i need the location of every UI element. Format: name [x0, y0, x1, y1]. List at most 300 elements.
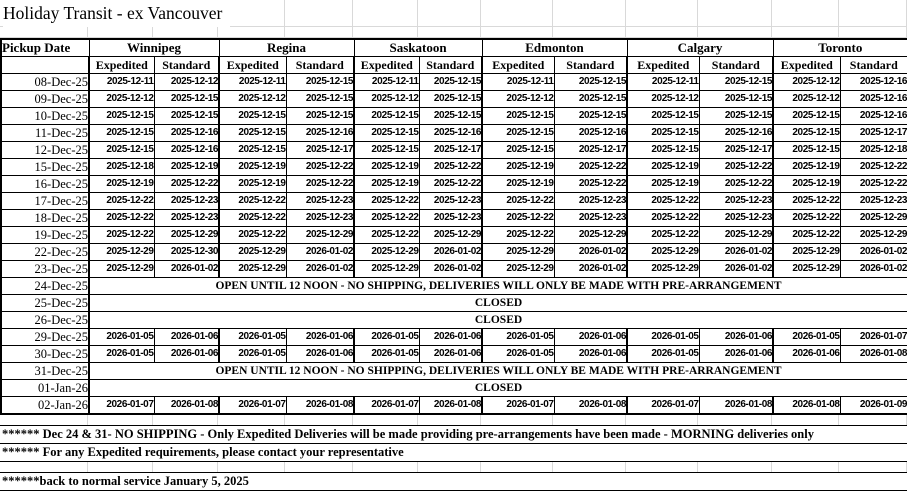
- delivery-date-cell[interactable]: 2025-12-12: [773, 91, 840, 108]
- delivery-date-cell[interactable]: 2026-01-07: [840, 329, 907, 346]
- delivery-date-cell[interactable]: 2025-12-19: [627, 159, 699, 176]
- gridline-cell: [0, 462, 88, 472]
- delivery-date-cell[interactable]: 2025-12-16: [286, 125, 354, 142]
- note-back-to-normal-wrap: [0, 472, 907, 491]
- standard-header[interactable]: Standard: [419, 57, 482, 74]
- gridline-cell: [481, 0, 553, 26]
- delivery-date-cell[interactable]: 2025-12-23: [419, 193, 482, 210]
- table-row: [1, 210, 907, 227]
- delivery-date-cell[interactable]: 2025-12-15: [699, 74, 773, 91]
- gridline-cell: [698, 27, 772, 37]
- delivery-date-cell[interactable]: 2026-01-07: [482, 397, 554, 415]
- standard-header[interactable]: Standard: [554, 57, 627, 74]
- delivery-date-cell[interactable]: 2025-12-23: [419, 210, 482, 227]
- delivery-date-cell[interactable]: 2025-12-23: [286, 210, 354, 227]
- gridline-cell: [626, 0, 698, 26]
- delivery-date-cell[interactable]: 2025-12-29: [154, 227, 219, 244]
- expedited-header[interactable]: Expedited: [219, 57, 286, 74]
- delivery-date-cell[interactable]: 2025-12-15: [354, 108, 419, 125]
- delivery-date-cell[interactable]: 2025-12-15: [354, 142, 419, 159]
- city-header-toronto[interactable]: Toronto: [773, 39, 907, 57]
- pickup-date-cell[interactable]: 29-Dec-25: [1, 329, 89, 346]
- delivery-date-cell[interactable]: 2025-12-29: [627, 244, 699, 261]
- delivery-date-cell[interactable]: 2025-12-16: [840, 74, 907, 91]
- delivery-date-cell[interactable]: 2025-12-15: [419, 91, 482, 108]
- gridline-cell: [353, 462, 418, 472]
- delivery-date-cell[interactable]: 2025-12-12: [154, 74, 219, 91]
- gridline-cell: [553, 415, 626, 425]
- delivery-date-cell[interactable]: 2025-12-15: [554, 74, 627, 91]
- delivery-date-cell[interactable]: 2026-01-06: [286, 329, 354, 346]
- delivery-date-cell[interactable]: 2026-01-05: [354, 346, 419, 363]
- delivery-date-cell[interactable]: 2026-01-06: [554, 329, 627, 346]
- delivery-date-cell[interactable]: 2025-12-22: [419, 176, 482, 193]
- delivery-date-cell[interactable]: 2025-12-15: [286, 91, 354, 108]
- delivery-date-cell[interactable]: 2025-12-11: [354, 74, 419, 91]
- delivery-date-cell[interactable]: 2025-12-22: [286, 176, 354, 193]
- delivery-date-cell[interactable]: 2025-12-19: [219, 176, 286, 193]
- table-row: [1, 125, 907, 142]
- gridline-cell: [839, 0, 907, 26]
- pickup-date-cell[interactable]: 22-Dec-25: [1, 244, 89, 261]
- gridline-cell: [353, 415, 418, 425]
- delivery-date-cell[interactable]: 2025-12-15: [89, 108, 154, 125]
- delivery-date-cell[interactable]: 2025-12-19: [354, 159, 419, 176]
- standard-header[interactable]: Standard: [154, 57, 219, 74]
- delivery-date-cell[interactable]: 2025-12-19: [627, 176, 699, 193]
- delivery-date-cell[interactable]: 2025-12-23: [154, 210, 219, 227]
- gridline-cell: [772, 415, 839, 425]
- delivery-date-cell[interactable]: 2025-12-22: [773, 210, 840, 227]
- delivery-date-cell[interactable]: 2025-12-12: [773, 74, 840, 91]
- delivery-date-cell[interactable]: 2025-12-23: [840, 193, 907, 210]
- delivery-date-cell[interactable]: 2025-12-15: [89, 142, 154, 159]
- delivery-date-cell[interactable]: 2025-12-22: [354, 227, 419, 244]
- delivery-date-cell[interactable]: 2025-12-17: [286, 142, 354, 159]
- gridline-cell: [626, 415, 698, 425]
- delivery-date-cell[interactable]: 2025-12-19: [154, 159, 219, 176]
- delivery-date-cell[interactable]: 2025-12-22: [219, 210, 286, 227]
- gridline-cell: [153, 27, 218, 37]
- delivery-date-cell[interactable]: 2025-12-16: [840, 108, 907, 125]
- delivery-date-cell[interactable]: 2025-12-15: [89, 125, 154, 142]
- expedited-header[interactable]: Expedited: [482, 57, 554, 74]
- gridline-cell: [481, 462, 553, 472]
- gridline-cell: [481, 27, 553, 37]
- delivery-date-cell[interactable]: 2025-12-12: [482, 91, 554, 108]
- table-row: [1, 193, 907, 210]
- pickup-date-cell[interactable]: 10-Dec-25: [1, 108, 89, 125]
- delivery-date-cell[interactable]: 2025-12-12: [627, 91, 699, 108]
- delivery-date-cell[interactable]: 2026-01-06: [286, 346, 354, 363]
- pickup-date-cell[interactable]: 18-Dec-25: [1, 210, 89, 227]
- delivery-date-cell[interactable]: 2025-12-15: [627, 108, 699, 125]
- delivery-date-cell[interactable]: 2025-12-22: [773, 193, 840, 210]
- table-row: [1, 329, 907, 346]
- gridline-cell: [285, 415, 353, 425]
- delivery-date-cell[interactable]: 2025-12-29: [554, 227, 627, 244]
- delivery-date-cell[interactable]: 2025-12-19: [219, 159, 286, 176]
- gridline-row: [0, 415, 907, 425]
- table-row: [1, 363, 907, 380]
- gridline-cell: [153, 462, 218, 472]
- delivery-date-cell[interactable]: 2025-12-15: [482, 108, 554, 125]
- delivery-date-cell[interactable]: 2025-12-11: [482, 74, 554, 91]
- delivery-date-cell[interactable]: 2026-01-08: [286, 397, 354, 415]
- delivery-date-cell[interactable]: 2025-12-15: [627, 142, 699, 159]
- gridline-row: [0, 27, 907, 38]
- delivery-date-cell[interactable]: 2025-12-29: [840, 227, 907, 244]
- standard-header[interactable]: Standard: [286, 57, 354, 74]
- gridline-cell: [0, 27, 88, 37]
- gridline-cell: [481, 415, 553, 425]
- delivery-date-cell[interactable]: 2026-01-08: [773, 397, 840, 415]
- gridline-cell: [285, 0, 353, 26]
- delivery-date-cell[interactable]: 2025-12-11: [627, 74, 699, 91]
- gridline-cell: [772, 462, 839, 472]
- pickup-date-cell[interactable]: 24-Dec-25: [1, 278, 89, 295]
- delivery-date-cell[interactable]: 2025-12-16: [554, 125, 627, 142]
- delivery-date-cell[interactable]: 2025-12-17: [699, 142, 773, 159]
- blank-header-cell[interactable]: [1, 57, 89, 74]
- note-no-shipping: ****** Dec 24 & 31- NO SHIPPING - Only Expedited Deliveries will be made providing pre-arrangements have been made - MORNING deliveries only: [0, 426, 907, 444]
- delivery-date-cell[interactable]: 2025-12-19: [89, 176, 154, 193]
- delivery-date-cell[interactable]: 2026-01-06: [154, 346, 219, 363]
- pickup-date-cell[interactable]: 15-Dec-25: [1, 159, 89, 176]
- table-row: [1, 295, 907, 312]
- delivery-date-cell[interactable]: 2026-01-02: [154, 261, 219, 278]
- delivery-date-cell[interactable]: 2025-12-22: [840, 159, 907, 176]
- delivery-date-cell[interactable]: 2025-12-11: [89, 74, 154, 91]
- delivery-date-cell[interactable]: 2026-01-02: [419, 244, 482, 261]
- delivery-date-cell[interactable]: 2026-01-05: [773, 329, 840, 346]
- table-row: [1, 278, 907, 295]
- delivery-date-cell[interactable]: 2025-12-23: [554, 210, 627, 227]
- delivery-date-cell[interactable]: 2025-12-15: [554, 91, 627, 108]
- gridline-cell: [418, 415, 481, 425]
- delivery-date-cell[interactable]: 2025-12-15: [482, 125, 554, 142]
- delivery-date-cell[interactable]: 2025-12-22: [89, 227, 154, 244]
- expedited-header[interactable]: Expedited: [627, 57, 699, 74]
- table-row: [1, 261, 907, 278]
- delivery-date-cell[interactable]: 2026-01-07: [354, 397, 419, 415]
- delivery-date-cell[interactable]: 2025-12-15: [419, 108, 482, 125]
- delivery-date-cell[interactable]: 2025-12-22: [699, 176, 773, 193]
- delivery-date-cell[interactable]: 2025-12-15: [419, 74, 482, 91]
- delivery-date-cell[interactable]: 2025-12-29: [482, 261, 554, 278]
- expedited-header[interactable]: Expedited: [354, 57, 419, 74]
- delivery-date-cell[interactable]: 2025-12-29: [219, 261, 286, 278]
- title-row: [0, 0, 907, 27]
- delivery-date-cell[interactable]: 2026-01-08: [154, 397, 219, 415]
- delivery-date-cell[interactable]: 2025-12-29: [419, 227, 482, 244]
- delivery-date-cell[interactable]: 2025-12-19: [773, 176, 840, 193]
- gridline-cell: [839, 27, 907, 37]
- delivery-date-cell[interactable]: 2026-01-06: [699, 346, 773, 363]
- expedited-header[interactable]: Expedited: [773, 57, 840, 74]
- gridline-cell: [218, 27, 285, 37]
- table-row: [1, 142, 907, 159]
- gridline-cell: [626, 27, 698, 37]
- delivery-date-cell[interactable]: 2025-12-29: [699, 227, 773, 244]
- expedited-header[interactable]: Expedited: [89, 57, 154, 74]
- pickup-date-cell[interactable]: 17-Dec-25: [1, 193, 89, 210]
- pickup-date-cell[interactable]: 01-Jan-26: [1, 380, 89, 397]
- delivery-date-cell[interactable]: 2025-12-15: [354, 125, 419, 142]
- standard-header[interactable]: Standard: [840, 57, 907, 74]
- gridline-cell: [418, 0, 481, 26]
- delivery-date-cell[interactable]: 2025-12-22: [773, 227, 840, 244]
- gridline-cell: [626, 462, 698, 472]
- delivery-date-cell[interactable]: 2025-12-15: [773, 142, 840, 159]
- delivery-date-cell[interactable]: 2025-12-23: [699, 210, 773, 227]
- delivery-date-cell[interactable]: 2025-12-15: [219, 108, 286, 125]
- delivery-date-cell[interactable]: 2026-01-05: [482, 329, 554, 346]
- delivery-date-cell[interactable]: 2025-12-29: [219, 244, 286, 261]
- delivery-date-cell[interactable]: 2025-12-29: [840, 210, 907, 227]
- table-row: [1, 74, 907, 91]
- delivery-date-cell[interactable]: 2026-01-02: [286, 261, 354, 278]
- gridline-cell: [698, 0, 772, 26]
- delivery-date-cell[interactable]: 2025-12-15: [627, 125, 699, 142]
- city-header-saskatoon[interactable]: Saskatoon: [354, 39, 482, 57]
- transit-table-body: [1, 74, 907, 415]
- delivery-date-cell[interactable]: 2025-12-12: [219, 91, 286, 108]
- pickup-date-cell[interactable]: 16-Dec-25: [1, 176, 89, 193]
- delivery-date-cell[interactable]: 2025-12-22: [419, 159, 482, 176]
- delivery-date-cell[interactable]: 2026-01-05: [627, 329, 699, 346]
- delivery-date-cell[interactable]: 2026-01-09: [840, 397, 907, 415]
- city-header-calgary[interactable]: Calgary: [627, 39, 773, 57]
- delivery-date-cell[interactable]: 2025-12-15: [699, 91, 773, 108]
- gridline-cell: [285, 462, 353, 472]
- delivery-date-cell[interactable]: 2025-12-22: [840, 176, 907, 193]
- delivery-date-cell[interactable]: 2025-12-15: [286, 74, 354, 91]
- delivery-date-cell[interactable]: 2026-01-06: [419, 329, 482, 346]
- delivery-date-cell[interactable]: 2026-01-06: [554, 346, 627, 363]
- delivery-date-cell[interactable]: 2025-12-15: [154, 91, 219, 108]
- closed-notice-cell[interactable]: CLOSED: [89, 312, 907, 329]
- limited-hours-notice-cell[interactable]: OPEN UNTIL 12 NOON - NO SHIPPING, DELIVERIES WILL ONLY BE MADE WITH PRE-ARRANGEMENT: [89, 278, 907, 295]
- gridline-cell: [88, 27, 153, 37]
- delivery-date-cell[interactable]: 2025-12-22: [354, 210, 419, 227]
- delivery-date-cell[interactable]: 2026-01-07: [89, 397, 154, 415]
- delivery-date-cell[interactable]: 2025-12-29: [286, 227, 354, 244]
- delivery-date-cell[interactable]: 2025-12-29: [89, 261, 154, 278]
- delivery-date-cell[interactable]: 2026-01-02: [840, 244, 907, 261]
- delivery-date-cell[interactable]: 2025-12-15: [154, 108, 219, 125]
- gridline-cell: [353, 27, 418, 37]
- table-row: [1, 108, 907, 125]
- delivery-date-cell[interactable]: 2026-01-02: [419, 261, 482, 278]
- table-row: [1, 397, 907, 415]
- pickup-date-cell[interactable]: 09-Dec-25: [1, 91, 89, 108]
- delivery-date-cell[interactable]: 2026-01-07: [627, 397, 699, 415]
- delivery-date-cell[interactable]: 2025-12-16: [419, 125, 482, 142]
- table-row: [1, 176, 907, 193]
- transit-table: [0, 38, 907, 415]
- delivery-date-cell[interactable]: 2025-12-30: [154, 244, 219, 261]
- delivery-date-cell[interactable]: 2025-12-22: [482, 193, 554, 210]
- gridline-cell: [698, 462, 772, 472]
- delivery-date-cell[interactable]: 2025-12-15: [773, 125, 840, 142]
- delivery-date-cell[interactable]: 2025-12-19: [482, 176, 554, 193]
- gridline-cell: [839, 462, 907, 472]
- delivery-date-cell[interactable]: 2025-12-29: [482, 244, 554, 261]
- delivery-date-cell[interactable]: 2025-12-23: [154, 193, 219, 210]
- delivery-date-cell[interactable]: 2026-01-02: [554, 244, 627, 261]
- delivery-date-cell[interactable]: 2025-12-15: [482, 142, 554, 159]
- delivery-date-cell[interactable]: 2025-12-22: [554, 159, 627, 176]
- pickup-date-cell[interactable]: 08-Dec-25: [1, 74, 89, 91]
- delivery-date-cell[interactable]: 2025-12-22: [699, 159, 773, 176]
- delivery-date-cell[interactable]: 2026-01-05: [89, 346, 154, 363]
- gridline-cell: [88, 415, 153, 425]
- delivery-date-cell[interactable]: 2025-12-22: [89, 193, 154, 210]
- gridline-cell: [553, 27, 626, 37]
- delivery-date-cell[interactable]: 2025-12-15: [554, 108, 627, 125]
- gridline-cell: [285, 27, 353, 37]
- gridline-cell: [88, 462, 153, 472]
- delivery-date-cell[interactable]: 2025-12-29: [354, 261, 419, 278]
- delivery-date-cell[interactable]: 2026-01-02: [554, 261, 627, 278]
- delivery-date-cell[interactable]: 2025-12-17: [419, 142, 482, 159]
- pickup-date-cell[interactable]: 19-Dec-25: [1, 227, 89, 244]
- notes-block: [0, 425, 907, 462]
- city-header-edmonton[interactable]: Edmonton: [482, 39, 627, 57]
- delivery-date-cell[interactable]: 2026-01-08: [554, 397, 627, 415]
- delivery-date-cell[interactable]: 2026-01-05: [482, 346, 554, 363]
- gridline-cell: [218, 415, 285, 425]
- table-row: [1, 91, 907, 108]
- delivery-date-cell[interactable]: 2025-12-22: [627, 227, 699, 244]
- delivery-date-cell[interactable]: 2026-01-06: [699, 329, 773, 346]
- pickup-date-header[interactable]: Pickup Date: [1, 39, 89, 57]
- delivery-date-cell[interactable]: 2025-12-15: [773, 108, 840, 125]
- delivery-date-cell[interactable]: 2025-12-22: [482, 210, 554, 227]
- table-row: [1, 312, 907, 329]
- closed-notice-cell[interactable]: CLOSED: [89, 380, 907, 397]
- pickup-date-cell[interactable]: 31-Dec-25: [1, 363, 89, 380]
- delivery-date-cell[interactable]: 2026-01-08: [840, 346, 907, 363]
- delivery-date-cell[interactable]: 2025-12-17: [840, 125, 907, 142]
- gridline-cell: [698, 415, 772, 425]
- delivery-date-cell[interactable]: 2025-12-17: [554, 142, 627, 159]
- delivery-date-cell[interactable]: 2026-01-02: [699, 261, 773, 278]
- sheet-title: Holiday Transit - ex Vancouver: [3, 0, 230, 27]
- delivery-date-cell[interactable]: 2025-12-23: [286, 193, 354, 210]
- delivery-date-cell[interactable]: 2025-12-15: [286, 108, 354, 125]
- note-back-to-normal: ******back to normal service January 5, 2025: [2, 474, 249, 488]
- city-header-regina[interactable]: Regina: [219, 39, 354, 57]
- delivery-date-cell[interactable]: 2026-01-05: [627, 346, 699, 363]
- delivery-date-cell[interactable]: 2026-01-02: [840, 261, 907, 278]
- gridline-cell: [772, 0, 839, 26]
- table-row: [1, 346, 907, 363]
- delivery-date-cell[interactable]: 2026-01-05: [354, 329, 419, 346]
- pickup-date-cell[interactable]: 30-Dec-25: [1, 346, 89, 363]
- delivery-date-cell[interactable]: 2025-12-22: [482, 227, 554, 244]
- delivery-date-cell[interactable]: 2025-12-22: [627, 193, 699, 210]
- delivery-date-cell[interactable]: 2025-12-16: [840, 91, 907, 108]
- delivery-date-cell[interactable]: 2026-01-08: [699, 397, 773, 415]
- delivery-date-cell[interactable]: 2026-01-06: [773, 346, 840, 363]
- table-row: [1, 244, 907, 261]
- pickup-date-cell[interactable]: 26-Dec-25: [1, 312, 89, 329]
- city-header-row: [1, 39, 907, 57]
- delivery-date-cell[interactable]: 2026-01-02: [699, 244, 773, 261]
- delivery-date-cell[interactable]: 2025-12-29: [773, 244, 840, 261]
- delivery-date-cell[interactable]: 2025-12-22: [154, 176, 219, 193]
- city-header-winnipeg[interactable]: Winnipeg: [89, 39, 219, 57]
- pickup-date-cell[interactable]: 12-Dec-25: [1, 142, 89, 159]
- delivery-date-cell[interactable]: 2025-12-16: [154, 142, 219, 159]
- gridline-cell: [839, 415, 907, 425]
- closed-notice-cell[interactable]: CLOSED: [89, 295, 907, 312]
- delivery-date-cell[interactable]: 2025-12-29: [627, 261, 699, 278]
- pickup-date-cell[interactable]: 11-Dec-25: [1, 125, 89, 142]
- limited-hours-notice-cell[interactable]: OPEN UNTIL 12 NOON - NO SHIPPING, DELIVERIES WILL ONLY BE MADE WITH PRE-ARRANGEMENT: [89, 363, 907, 380]
- delivery-date-cell[interactable]: 2025-12-19: [482, 159, 554, 176]
- delivery-date-cell[interactable]: 2025-12-12: [89, 91, 154, 108]
- delivery-date-cell[interactable]: 2026-01-02: [286, 244, 354, 261]
- gridline-cell: [418, 462, 481, 472]
- delivery-date-cell[interactable]: 2025-12-23: [554, 193, 627, 210]
- delivery-date-cell[interactable]: 2025-12-19: [773, 159, 840, 176]
- standard-header[interactable]: Standard: [699, 57, 773, 74]
- pickup-date-cell[interactable]: 25-Dec-25: [1, 295, 89, 312]
- delivery-date-cell[interactable]: 2026-01-05: [219, 346, 286, 363]
- delivery-date-cell[interactable]: 2025-12-22: [219, 227, 286, 244]
- delivery-date-cell[interactable]: 2026-01-06: [419, 346, 482, 363]
- delivery-date-cell[interactable]: 2025-12-18: [89, 159, 154, 176]
- delivery-date-cell[interactable]: 2025-12-15: [699, 108, 773, 125]
- gridline-cell: [353, 0, 418, 26]
- delivery-date-cell[interactable]: 2025-12-18: [840, 142, 907, 159]
- gridline-cell: [0, 415, 88, 425]
- delivery-date-cell[interactable]: 2025-12-16: [699, 125, 773, 142]
- delivery-date-cell[interactable]: 2025-12-11: [219, 74, 286, 91]
- delivery-date-cell[interactable]: 2025-12-23: [699, 193, 773, 210]
- delivery-date-cell[interactable]: 2026-01-08: [419, 397, 482, 415]
- gridline-cell: [218, 462, 285, 472]
- pickup-date-cell[interactable]: 02-Jan-26: [1, 397, 89, 415]
- delivery-date-cell[interactable]: 2026-01-06: [154, 329, 219, 346]
- gridline-cell: [153, 415, 218, 425]
- delivery-date-cell[interactable]: 2025-12-16: [154, 125, 219, 142]
- delivery-date-cell[interactable]: 2026-01-07: [219, 397, 286, 415]
- delivery-date-cell[interactable]: 2026-01-05: [89, 329, 154, 346]
- delivery-date-cell[interactable]: 2025-12-22: [286, 159, 354, 176]
- delivery-date-cell[interactable]: 2025-12-22: [554, 176, 627, 193]
- delivery-date-cell[interactable]: 2026-01-05: [219, 329, 286, 346]
- delivery-date-cell[interactable]: 2025-12-29: [89, 244, 154, 261]
- delivery-date-cell[interactable]: 2025-12-12: [354, 91, 419, 108]
- delivery-date-cell[interactable]: 2025-12-22: [354, 193, 419, 210]
- gridline-cell: [553, 0, 626, 26]
- gridline-cell: [772, 27, 839, 37]
- delivery-date-cell[interactable]: 2025-12-29: [354, 244, 419, 261]
- delivery-date-cell[interactable]: 2025-12-15: [219, 125, 286, 142]
- delivery-date-cell[interactable]: 2025-12-19: [354, 176, 419, 193]
- note-contact-representative: ****** For any Expedited requirements, please contact your representative: [0, 444, 907, 462]
- delivery-date-cell[interactable]: 2025-12-22: [89, 210, 154, 227]
- delivery-date-cell[interactable]: 2025-12-22: [219, 193, 286, 210]
- delivery-date-cell[interactable]: 2025-12-22: [627, 210, 699, 227]
- pickup-date-cell[interactable]: 23-Dec-25: [1, 261, 89, 278]
- delivery-date-cell[interactable]: 2025-12-15: [219, 142, 286, 159]
- delivery-date-cell[interactable]: 2025-12-29: [773, 261, 840, 278]
